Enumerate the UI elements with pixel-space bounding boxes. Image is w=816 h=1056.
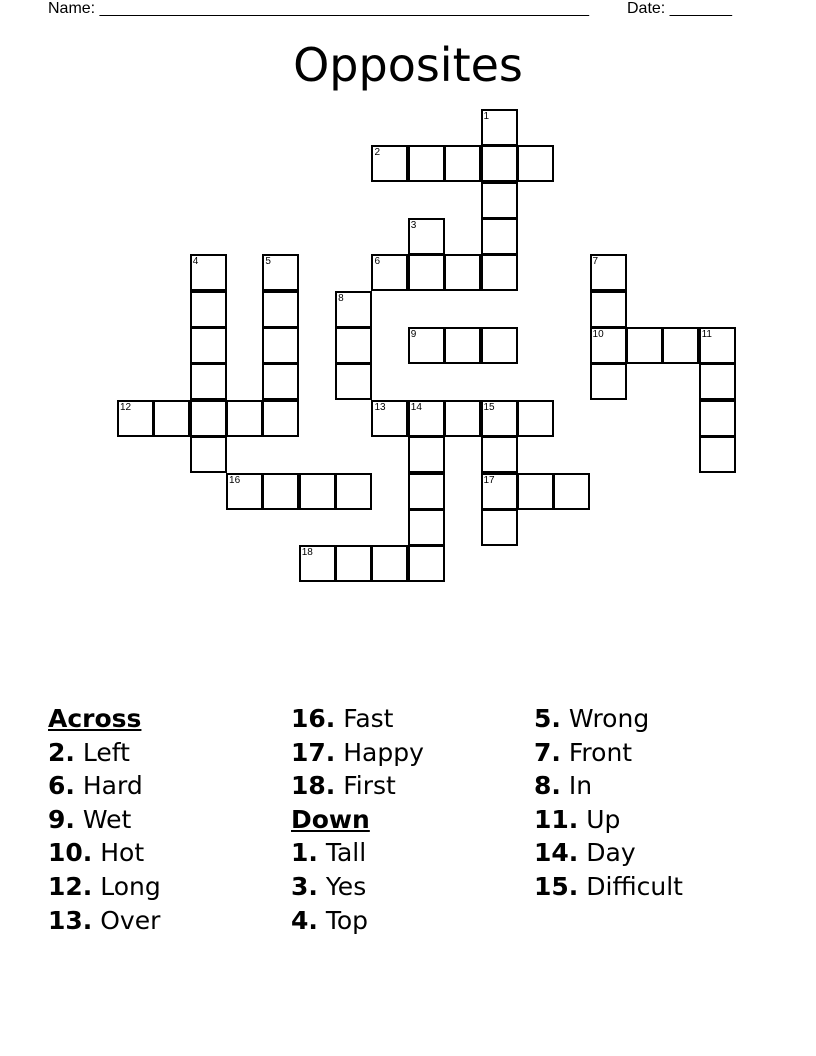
clue-item <box>291 870 424 904</box>
grid-cell[interactable] <box>699 327 736 364</box>
grid-cell[interactable] <box>408 436 445 473</box>
clue-item-text: Long <box>100 871 161 901</box>
clue-number: 18 <box>301 547 313 559</box>
date-field-label: Date: _______ <box>627 0 732 17</box>
clue-item <box>534 702 683 736</box>
grid-cell[interactable] <box>699 436 736 473</box>
clue-item-number: 8. <box>534 771 561 801</box>
clue-item-number: 12. <box>48 871 93 901</box>
grid-cell[interactable] <box>626 327 663 364</box>
grid-cell[interactable] <box>335 327 372 364</box>
grid-cell[interactable] <box>335 363 372 400</box>
clue-item-number: 18. <box>291 771 336 801</box>
clue-number: 14 <box>410 401 422 413</box>
grid-cell[interactable] <box>190 291 227 328</box>
clue-heading-text: Down <box>291 804 370 834</box>
grid-cell[interactable] <box>262 473 299 510</box>
grid-cell[interactable] <box>226 400 263 437</box>
grid-cell[interactable] <box>408 509 445 546</box>
clue-item <box>48 904 161 938</box>
clue-item-text: Day <box>586 838 636 868</box>
clue-number: 10 <box>592 329 604 341</box>
grid-cell[interactable] <box>190 436 227 473</box>
clue-item-text: In <box>568 771 593 801</box>
grid-cell[interactable] <box>699 400 736 437</box>
clue-item-number: 15. <box>534 871 579 901</box>
grid-cell[interactable] <box>444 400 481 437</box>
clue-number: 12 <box>120 401 132 413</box>
grid-cell[interactable] <box>590 254 627 291</box>
grid-cell[interactable] <box>335 473 372 510</box>
clue-item <box>291 904 424 938</box>
grid-cell[interactable] <box>371 545 408 582</box>
clue-item <box>534 870 683 904</box>
clue-number: 17 <box>483 474 495 486</box>
clue-number: 16 <box>229 474 241 486</box>
clue-item-text: Yes <box>325 871 367 901</box>
grid-cell[interactable] <box>481 182 518 219</box>
name-field-label: Name: _______________________________________________________ <box>48 0 589 17</box>
grid-cell[interactable] <box>553 473 590 510</box>
grid-cell[interactable] <box>408 145 445 182</box>
clue-item-number: 7. <box>534 737 561 767</box>
clue-number: 11 <box>701 329 712 341</box>
grid-cell[interactable] <box>444 254 481 291</box>
grid-cell[interactable] <box>408 218 445 255</box>
grid-cell[interactable] <box>335 291 372 328</box>
clue-item-text: Over <box>100 905 161 935</box>
grid-cell[interactable] <box>190 400 227 437</box>
grid-cell[interactable] <box>262 363 299 400</box>
clue-heading <box>48 702 161 736</box>
page-title: Opposites <box>293 38 523 92</box>
grid-cell[interactable] <box>262 254 299 291</box>
grid-cell[interactable] <box>262 291 299 328</box>
clue-item <box>534 736 683 770</box>
clue-number: 2 <box>374 147 380 159</box>
grid-cell[interactable] <box>481 509 518 546</box>
clue-item-text: Difficult <box>586 871 683 901</box>
clue-item <box>48 769 161 803</box>
clue-item <box>291 702 424 736</box>
grid-cell[interactable] <box>517 400 554 437</box>
grid-cell[interactable] <box>481 327 518 364</box>
clue-item-number: 11. <box>534 804 579 834</box>
clue-column-2 <box>291 702 424 937</box>
grid-cell[interactable] <box>481 145 518 182</box>
clue-item-number: 6. <box>48 771 75 801</box>
grid-cell[interactable] <box>153 400 190 437</box>
clue-item <box>48 803 161 837</box>
clue-item-text: Up <box>586 804 621 834</box>
clue-item <box>48 870 161 904</box>
grid-cell[interactable] <box>481 254 518 291</box>
grid-cell[interactable] <box>190 327 227 364</box>
grid-cell[interactable] <box>444 327 481 364</box>
clue-item-text: Wet <box>82 804 132 834</box>
grid-cell[interactable] <box>481 436 518 473</box>
grid-cell[interactable] <box>517 473 554 510</box>
grid-cell[interactable] <box>335 545 372 582</box>
grid-cell[interactable] <box>481 473 518 510</box>
clue-item-text: Tall <box>325 838 367 868</box>
grid-cell[interactable] <box>190 363 227 400</box>
grid-cell[interactable] <box>299 545 336 582</box>
clue-item <box>291 736 424 770</box>
clue-number: 9 <box>410 329 417 341</box>
clue-item-text: Hard <box>82 771 143 801</box>
clue-item-text: Wrong <box>568 704 650 733</box>
clue-item-number: 14. <box>534 838 579 868</box>
grid-cell[interactable] <box>590 291 627 328</box>
clue-item-text: Fast <box>343 704 394 733</box>
clue-number: 1 <box>483 111 490 122</box>
clue-item-number: 1. <box>291 838 318 868</box>
grid-cell[interactable] <box>408 327 445 364</box>
clue-number: 4 <box>192 256 199 268</box>
clue-item <box>48 736 161 770</box>
clue-item-number: 13. <box>48 905 93 935</box>
clue-heading-text: Across <box>48 704 142 733</box>
clue-item-number: 17. <box>291 737 336 767</box>
clue-item-text: Top <box>325 905 369 935</box>
clue-number: 6 <box>374 256 380 268</box>
clue-column-3 <box>534 702 683 904</box>
clue-item-number: 4. <box>291 905 318 935</box>
grid-cell[interactable] <box>408 400 445 437</box>
grid-cell[interactable] <box>590 327 627 364</box>
grid-cell[interactable] <box>117 400 154 437</box>
grid-cell[interactable] <box>262 327 299 364</box>
clue-item-text: Front <box>568 737 633 767</box>
clue-item-text: Left <box>82 737 130 767</box>
grid-cell[interactable] <box>481 109 518 146</box>
grid-cell[interactable] <box>226 473 263 510</box>
grid-cell[interactable] <box>408 545 445 582</box>
grid-cell[interactable] <box>408 473 445 510</box>
clue-item-number: 10. <box>48 838 93 868</box>
clue-number: 7 <box>592 256 599 268</box>
clue-item <box>291 836 424 870</box>
grid-cell[interactable] <box>408 254 445 291</box>
grid-cell[interactable] <box>590 363 627 400</box>
clue-item <box>291 769 424 803</box>
clue-item-text: Hot <box>100 838 145 868</box>
clue-number: 5 <box>265 256 271 268</box>
clue-item <box>534 803 683 837</box>
clue-item <box>534 769 683 803</box>
grid-cell[interactable] <box>371 400 408 437</box>
grid-cell[interactable] <box>444 145 481 182</box>
clue-item <box>534 836 683 870</box>
clue-item-text: Happy <box>343 737 424 767</box>
grid-cell[interactable] <box>481 400 518 437</box>
clue-item <box>48 836 161 870</box>
clue-number: 3 <box>410 220 417 232</box>
clue-number: 8 <box>338 292 344 304</box>
clue-item-number: 5. <box>534 704 561 733</box>
clue-item-number: 2. <box>48 737 75 767</box>
clue-heading <box>291 803 424 837</box>
grid-cell[interactable] <box>190 254 227 291</box>
clue-number: 15 <box>483 401 495 413</box>
grid-cell[interactable] <box>371 145 408 182</box>
clue-item-text: First <box>343 771 396 801</box>
grid-cell[interactable] <box>662 327 699 364</box>
clue-column-1 <box>48 702 161 937</box>
grid-cell[interactable] <box>262 400 299 437</box>
grid-cell[interactable] <box>371 254 408 291</box>
clue-item-number: 3. <box>291 871 318 901</box>
clue-item-number: 9. <box>48 804 75 834</box>
grid-cell[interactable] <box>481 218 518 255</box>
grid-cell[interactable] <box>699 363 736 400</box>
grid-cell[interactable] <box>299 473 336 510</box>
clue-item-number: 16. <box>291 704 336 733</box>
clue-number: 13 <box>374 401 386 413</box>
grid-cell[interactable] <box>517 145 554 182</box>
